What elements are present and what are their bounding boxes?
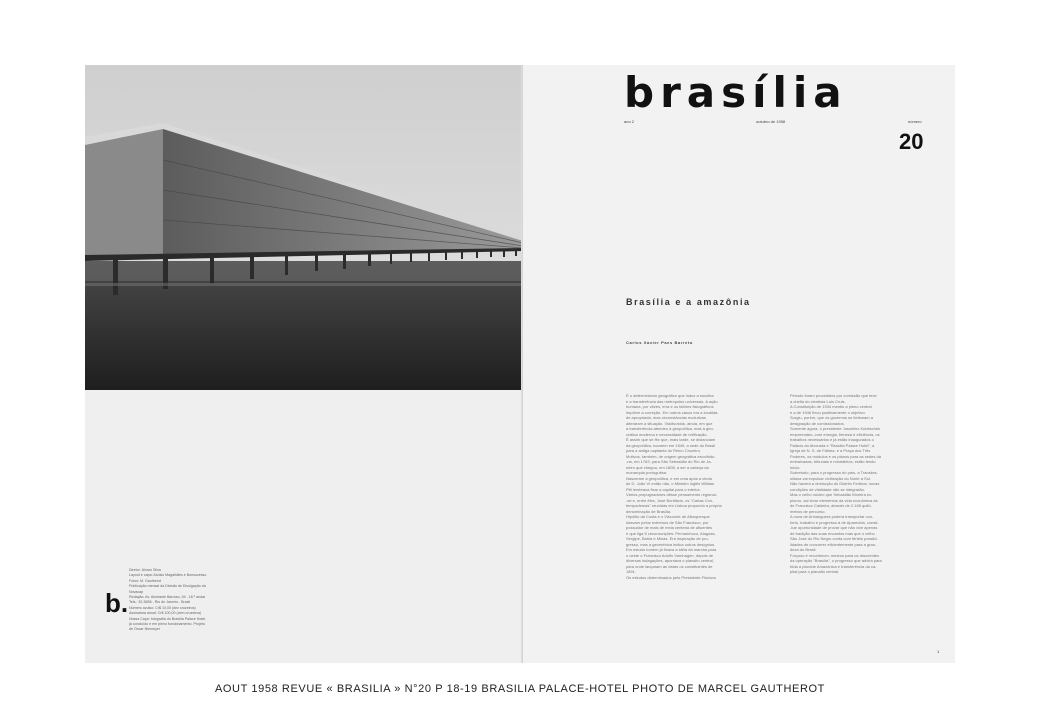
article-line: 1891. xyxy=(626,569,637,574)
page-folio: 1 xyxy=(937,649,940,654)
article-line: É assim que se fêz que, mais tarde, se distanciam xyxy=(626,437,716,442)
article-line: Forçoso é reconhecer, mesmo para os descrentes xyxy=(790,552,880,558)
article-line: Mas o velho núcleo que Sebastião Moreira ex- xyxy=(790,492,873,497)
colophon-line: Nossa Capa: fotografia do Brasília Palace Hotel, xyxy=(129,616,207,621)
article-line: Nasceram a geopolítica, e em uma após a vinda xyxy=(626,475,712,481)
article-line: Sergipe, Bahia e Minas. Era inspiração de pro- xyxy=(626,536,709,541)
article-line: A nova de Anhanguera poderá transportar con- xyxy=(790,514,874,519)
issue-date: outubro de 1958 xyxy=(756,119,786,124)
article-line: o oeste o Francisco Adolfo Varnhagen, depois de xyxy=(626,552,714,558)
article-line: de tradição das suas encantos mas que o velho xyxy=(790,530,875,536)
article-line: -se e, entre êles, José Bonifácio, os "Cartas Con- xyxy=(626,497,714,503)
article-line: Os estudos determinados pelo Presidente Floriano xyxy=(626,574,717,580)
article-line: Vários propugnadores dêsse pensamento regional- xyxy=(626,492,717,497)
colophon-line: Diretor: Álvaro Silva xyxy=(129,568,161,572)
article-line: Sobretudo, para o progresso do país, a Transbra- xyxy=(790,470,878,475)
issue-number: 20 xyxy=(899,129,924,154)
colophon-line: já concluído e em pleno funcionamento. Projeto xyxy=(129,622,205,627)
article-line: designação de comissionados. xyxy=(790,420,845,426)
colophon-line: Novacap xyxy=(129,589,144,594)
article-line: condições de vitalidade não se integrarão. xyxy=(790,486,865,492)
masthead xyxy=(624,68,944,117)
article-line: e que liga 5 circunscrições: Pernambuco, Alagoas, xyxy=(626,530,716,536)
article-line: plorou, sai levar elementos da vida econômica às xyxy=(790,497,878,503)
article-line: -tue oportunidade de provar que não vive apenas xyxy=(790,525,878,530)
article-line: -na, em 1763, para São Sebastião do Rio de Ja- xyxy=(626,459,712,464)
article-line: gresso, mas a geométrica indica outros desígnios. xyxy=(626,541,716,547)
article-line: e a transferência das metrópoles universais. A ação xyxy=(626,398,718,404)
article-line: Somente agora, o presidente Juscelino Kubitschek xyxy=(790,426,881,431)
colophon-line: Fotos: M. Gautherot xyxy=(129,578,161,583)
article-line: São José do Rio Negro conta com férteis possibi- xyxy=(790,536,878,541)
article-title: Brasília e a amazônia xyxy=(626,297,751,307)
article-line: Em estudo tomem já fixava a idéia da marcha para xyxy=(626,547,717,552)
article-line: de Francisco Caldeira, através de 2.165 quilô- xyxy=(790,503,872,508)
article-line: para a antiga capitania do Reino Cruzeiro. xyxy=(626,448,701,453)
article-line: alteraram a situação. Vladivostok, ainda, em que xyxy=(626,420,713,426)
colophon-line: Tels.: 32-5656 - Rio de Janeiro - Brasil xyxy=(129,600,191,605)
colophon-line: de Oscar Niemeyer xyxy=(129,627,160,632)
colophon-line: Assinatura anual: Cr$ 100,00 (cem cruzeiros) xyxy=(129,611,202,616)
article-line: lidades de concorrer eficientemente para a gran- xyxy=(790,541,877,547)
article-line: início. xyxy=(790,464,801,470)
article-line: crática moderna e necessidade de retificação. xyxy=(626,431,708,437)
article-line: embaixadas, tribunais e ministérios, estão tendo xyxy=(790,459,876,464)
article-line: Motivos, também, de origem geográfica escolhido- xyxy=(626,453,716,459)
magazine-title: brasília xyxy=(624,68,848,117)
article-line: da operação "Brasília", o progresso que advirá para xyxy=(790,558,882,563)
article-line: Não haverá a obstrução do Distrito Federal, novas xyxy=(790,481,880,486)
article-line: tôda a planície Amazônica e transferência da ca- xyxy=(790,563,877,569)
hotel-photo xyxy=(85,65,523,390)
article-line: Igreja de N. S. de Fátima, e a Praça dos Três xyxy=(790,448,871,453)
article-line: Poderes, os módulos e os planos para as sedes da xyxy=(790,453,881,459)
issue-year: ano 2 xyxy=(624,119,635,124)
colophon-lines xyxy=(129,568,269,633)
article-line: humana, por vêzes, erra e os fatôres fisiográficos xyxy=(626,404,714,409)
colophon-line: Publicação mensal da Divisão de Divulgação da xyxy=(129,584,206,589)
article-line: Peixoto foram procedidos por comissão que teve xyxy=(790,393,877,398)
article-line: Hipólito da Costa e o Visconde de Albuquerque xyxy=(626,514,710,519)
article-line: e a de 1946 fixou positivamente o objetivo. xyxy=(790,409,866,415)
article-line: siliana vai expulsar civilização do Norte a Sul. xyxy=(790,475,871,481)
article-line: deza do Brasil. xyxy=(790,547,817,552)
article-line: monarquia portuguêsa. xyxy=(626,470,668,475)
article-line: Pitt lembrava fixar a capital para o interior. xyxy=(626,486,701,492)
article-line: lutavam pelos extremos de São Francisco, por xyxy=(626,519,709,525)
article-line: possuidor de mais de meia centena de afluentes xyxy=(626,525,713,530)
article-author: Carlos Xavier Paes Barreto xyxy=(626,340,693,345)
article-line: Surgiu, porém, que os governos se limitaram a xyxy=(790,415,873,420)
article-line: Palácio da Alvorada e "Brasília Palace Hotel", a xyxy=(790,442,875,448)
colophon-line: Layout e capa: Aloísio Magalhães e Bonsucesso xyxy=(129,573,207,578)
colophon-line: Redação: Av. Almirante Barroso, 54 - 16.º andar xyxy=(129,595,206,600)
article-column-left xyxy=(626,393,766,580)
colophon-line: Número avulso: Cr$ 10,00 (dez cruzeiros) xyxy=(129,605,196,610)
issue-line xyxy=(624,119,936,125)
article-line: pital para o planalto central. xyxy=(790,569,840,574)
article-line: forto, trabalho e progresso à de Aparecida, consti- xyxy=(790,519,879,525)
article-line: a chefia do cientista Luís Cruls. xyxy=(790,398,846,404)
issue-number-label: número xyxy=(908,119,922,124)
archive-caption: AOUT 1958 REVUE « BRASILIA » N°20 P 18-19 BRASILIA PALACE-HOTEL PHOTO DE MARCEL GAUTHEROT xyxy=(214,683,826,695)
article-line: diversas indagações, apontava o planalto central, xyxy=(626,558,714,563)
article-line: trabalhos necessários e já estão inaugurados o xyxy=(790,437,874,442)
article-line: É o determinismo geográfico que induz a escolha xyxy=(626,393,714,398)
right-page xyxy=(523,65,955,663)
article-line: de D. João VI então não, o Ministro inglês William xyxy=(626,481,715,486)
magazine-spread xyxy=(85,65,955,663)
article-line: neiro que chegou, em 1808, a ser a cabeça da xyxy=(626,464,709,470)
article-line: empreendeu, com energia, firmeza e eficiência, os xyxy=(790,431,880,437)
article-line: metros de percurso. xyxy=(790,508,826,514)
article-line: de apropriada, mas circunstâncias evolutivas xyxy=(626,415,706,420)
article-line: da geopolítica, tocarem em 1549, a sede do Brasil xyxy=(626,442,716,448)
article-line: a transferência atendeu à geopolítica, mas à geo- xyxy=(626,426,715,431)
article-line: impõem a correção. Em outros casos era a localida- xyxy=(626,409,719,415)
article-line: A Constituição de 1934 mentiu a pleno central xyxy=(790,404,872,409)
article-line: para onde lançaram as vistas os constituintes de xyxy=(626,563,713,569)
left-page xyxy=(85,65,523,663)
magazine-logo: b. xyxy=(105,588,129,618)
article-line: temporâneas" reunidas em Lisboa propondo a própria xyxy=(626,503,722,508)
article-line: denominação de Brasília. xyxy=(626,508,672,514)
article-column-right xyxy=(790,393,930,575)
